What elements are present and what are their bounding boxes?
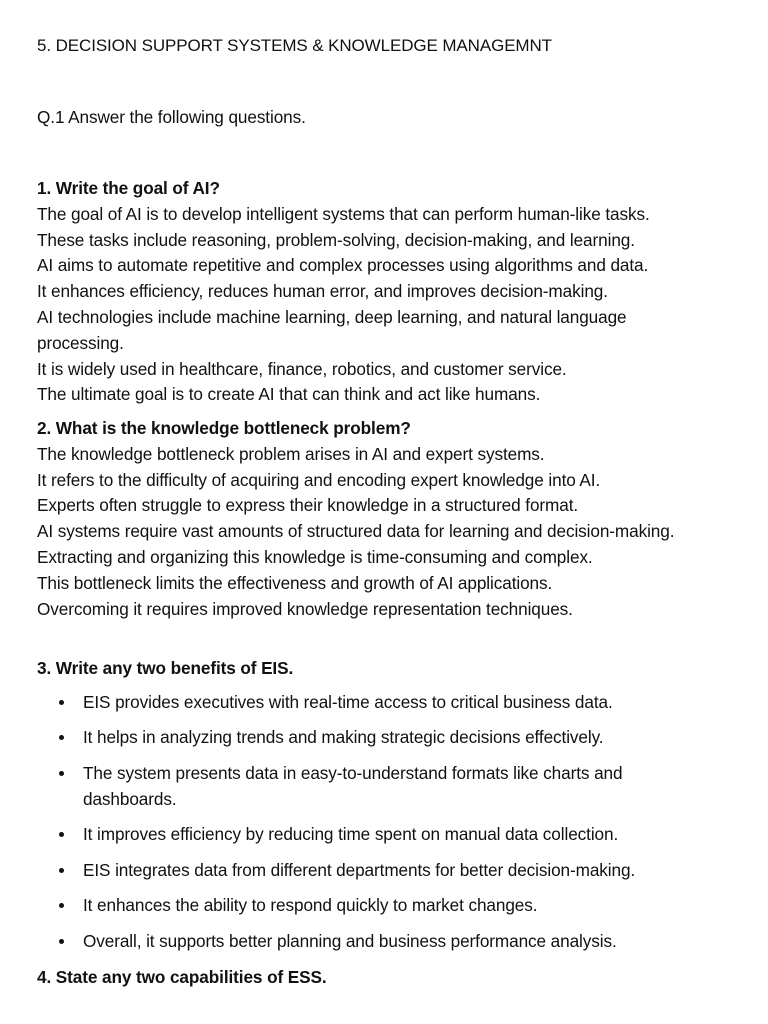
question-heading: Q.1 Answer the following questions. (37, 107, 306, 127)
list-item-text: The system presents data in easy-to-understand formats like charts and dashboards. (83, 762, 623, 809)
answer-line: AI technologies include machine learning, deep learning, and natural language processing. (37, 306, 627, 353)
answer-line: It enhances efficiency, reduces human error, and improves decision-making. (37, 281, 608, 302)
section-knowledge-bottleneck (37, 416, 737, 622)
answer-line: Overcoming it requires improved knowledge representation techniques. (37, 598, 573, 619)
benefits-list (37, 689, 737, 954)
answer-line: AI systems require vast amounts of structured data for learning and decision-making. (37, 521, 675, 542)
list-item-text: Overall, it supports better planning and business performance analysis. (83, 930, 617, 951)
section-ess-capabilities (37, 965, 737, 991)
list-item (37, 689, 737, 715)
answer-line: This bottleneck limits the effectiveness and growth of AI applications. (37, 572, 553, 593)
list-item-text: It helps in analyzing trends and making strategic decisions effectively. (83, 727, 604, 748)
bullet-icon (59, 735, 64, 740)
bullet-icon (59, 939, 64, 944)
list-item (37, 724, 737, 750)
section-goal-of-ai (37, 176, 737, 408)
bullet-icon (59, 868, 64, 873)
list-item (37, 857, 737, 883)
list-item (37, 892, 737, 918)
list-item (37, 928, 737, 954)
section-eis-benefits (37, 656, 737, 954)
answer-line: Experts often struggle to express their knowledge in a structured format. (37, 495, 579, 516)
answer-line: The goal of AI is to develop intelligent systems that can perform human-like tasks. (37, 203, 650, 224)
answer-line: These tasks include reasoning, problem-solving, decision-making, and learning. (37, 229, 635, 250)
answer-line: The knowledge bottleneck problem arises in AI and expert systems. (37, 443, 545, 464)
answer-line: The ultimate goal is to create AI that can think and act like humans. (37, 384, 541, 405)
answer-line: Extracting and organizing this knowledge is time-consuming and complex. (37, 546, 593, 567)
list-item-text: It enhances the ability to respond quickly to market changes. (83, 895, 538, 916)
list-item (37, 821, 737, 847)
answer-line: AI aims to automate repetitive and complex processes using algorithms and data. (37, 255, 649, 276)
bullet-icon (59, 832, 64, 837)
bullet-icon (59, 700, 64, 705)
bullet-icon (59, 771, 64, 776)
section-heading: 4. State any two capabilities of ESS. (37, 967, 327, 987)
section-heading: 3. Write any two benefits of EIS. (37, 658, 294, 678)
list-item-text: It improves efficiency by reducing time spent on manual data collection. (83, 824, 619, 845)
list-item-text: EIS provides executives with real-time access to critical business data. (83, 691, 613, 712)
section-heading: 1. Write the goal of AI? (37, 178, 220, 198)
section-heading: 2. What is the knowledge bottleneck problem? (37, 418, 411, 438)
list-item (37, 760, 703, 812)
answer-line: It refers to the difficulty of acquiring and encoding expert knowledge into AI. (37, 469, 601, 490)
answer-line: It is widely used in healthcare, finance, robotics, and customer service. (37, 358, 567, 379)
list-item-text: EIS integrates data from different departments for better decision-making. (83, 859, 636, 880)
bullet-icon (59, 903, 64, 908)
document-title: 5. DECISION SUPPORT SYSTEMS & KNOWLEDGE MANAGEMNT (37, 36, 552, 55)
